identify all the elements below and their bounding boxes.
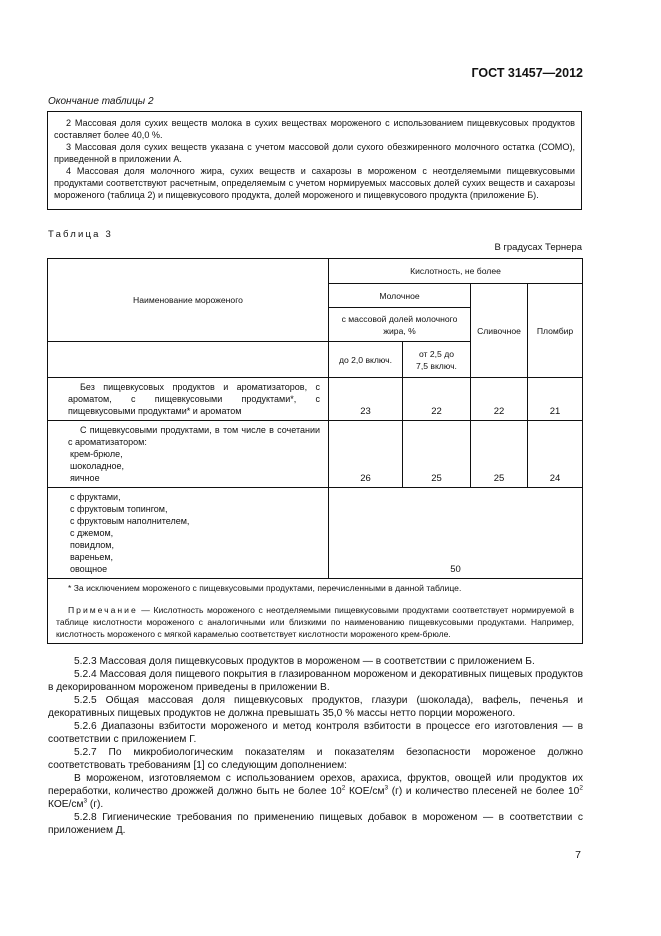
note-label: Примечание: [68, 605, 138, 615]
cell-value: 25: [471, 421, 528, 488]
header-creamy: Сливочное: [471, 284, 528, 378]
footnote-gap: [56, 594, 574, 604]
table-footnote: * За исключением мороженого с пищевкусовыми продуктами, перечисленными в данной таблице.: [68, 583, 462, 593]
row3-line: повидлом,: [70, 540, 114, 550]
row3-line: с джемом,: [70, 528, 114, 538]
paragraph-5-2-3: 5.2.3 Массовая доля пищевкусовых продуктов в мороженом — в соответствии с приложением Б.: [74, 656, 535, 667]
row2-line: шоколадное,: [70, 461, 125, 471]
cell-value: 22: [403, 378, 471, 421]
exponent: 2: [579, 784, 583, 792]
header-up-to-2: до 2,0 включ.: [329, 342, 403, 378]
table-row-name: [48, 421, 329, 488]
paragraph-5-2-7: 5.2.7 По микробиологическим показателям и показателям безопасности мороженое должно соответствовать требованиям [1] со следующим дополнением:: [48, 747, 583, 771]
exponent: 3: [384, 784, 389, 792]
header-acidity: Кислотность, не более: [329, 259, 583, 284]
header-name-spacer: [48, 342, 329, 378]
header-from-2-5: от 2,5 до 7,5 включ.: [403, 342, 471, 378]
table3-units: В градусах Тернера: [494, 242, 582, 253]
row3-line: овощное: [70, 564, 108, 574]
paragraph-5-2-4: 5.2.4 Массовая доля пищевого покрытия в глазированном мороженом и декоративных пищевых продуктов в декорированном мороженом приведены в приложении В.: [48, 669, 583, 693]
paragraph-5-2-6: 5.2.6 Диапазоны взбитости мороженого и метод контроля взбитости в процессе его изготовления — в соответствии с приложением Г.: [48, 721, 583, 745]
acidity-table: [47, 258, 583, 644]
table-row-name: [48, 488, 329, 579]
row2-line: крем-брюле,: [70, 449, 123, 459]
cell-value: 24: [528, 421, 583, 488]
row3-line: вареньем,: [70, 552, 114, 562]
row2-line: яичное: [70, 473, 100, 483]
micro-text: КОЕ/см: [48, 799, 84, 810]
cell-value: 26: [329, 421, 403, 488]
table2-notes-box: [47, 111, 582, 210]
table2-note-3: 3 Массовая доля сухих веществ указана с учетом массовой доли сухого обезжиренного молочного остатка (СОМО), приведенной в приложении А.: [54, 142, 575, 164]
exponent: 3: [83, 797, 88, 805]
cell-value: 25: [403, 421, 471, 488]
merged-cell-value: 50: [329, 488, 583, 579]
cell-value: 22: [471, 378, 528, 421]
header-plombir: Пломбир: [528, 284, 583, 378]
row2-line: С пищевкусовыми продуктами, в том числе в сочетании с ароматизатором:: [68, 425, 320, 447]
micro-text: (г).: [87, 799, 104, 810]
cell-value: 21: [528, 378, 583, 421]
table-note: [56, 604, 574, 640]
header-milk: Молочное: [329, 284, 471, 308]
header-name-column: Наименование мороженого: [48, 259, 329, 342]
paragraph-microbiology: [48, 772, 583, 811]
table2-continuation-caption: Окончание таблицы 2: [48, 96, 154, 107]
row3-line: с фруктами,: [70, 492, 121, 502]
body-text: [48, 655, 583, 837]
page-number: 7: [575, 849, 581, 861]
exponent: 2: [341, 784, 346, 792]
paragraph-5-2-8: 5.2.8 Гигиенические требования по применению пищевых добавок в мороженом — в соответствии с приложением Д.: [48, 812, 583, 836]
micro-text: (г) и количество плесеней не более 10: [388, 786, 580, 797]
table3-label: Таблица 3: [48, 229, 113, 240]
note-text: — Кислотность мороженого с неотделяемыми пищевкусовыми продуктами соответствует нормируемой в таблице кислотности мороженого с аналогичными или близкими по наименованию пищевкусовыми продуктами. Например, кислотность мороженого с мягкой карамелью соответствует кислотности мороженого крем-брюле.: [56, 605, 575, 639]
cell-value: 23: [329, 378, 403, 421]
table-row-name: [48, 378, 329, 421]
standard-designation: ГОСТ 31457—2012: [471, 66, 583, 80]
micro-text: В мороженом, изготовляемом с использованием орехов, арахиса, фруктов, овощей или продуктов их переработки, количество дрожжей должно быть не более 10: [48, 773, 583, 797]
micro-text: КОЕ/см: [345, 786, 385, 797]
table2-note-4: 4 Массовая доля молочного жира, сухих веществ и сахарозы в мороженом с неотделяемыми пищевкусовыми продуктами соответствуют расчетным, определяемым с учетом нормируемых массовых долей сухих веществ и сахарозы мороженого (таблица 2) и пищевкусового продукта, долей мороженого и пищевкусового продукта (приложение Б).: [54, 166, 575, 200]
row1-text: Без пищевкусовых продуктов и ароматизаторов, с ароматом, с пищевкусовыми продуктами*, с пищевкусовыми продуктами* и ароматом: [68, 382, 320, 416]
table2-note-2: 2 Массовая доля сухих веществ молока в сухих веществах мороженого с использованием пищевкусовых продуктов составляет более 40,0 %.: [54, 118, 575, 140]
header-milk-fat: с массовой долей молочного жира, %: [329, 308, 471, 342]
table-footnote-row: [48, 579, 583, 644]
paragraph-5-2-5: 5.2.5 Общая массовая доля пищевкусовых продуктов, глазури (шоколада), вафель, печенья и декоративных пищевых продуктов не должна превышать 35,0 % массы нетто порции мороженого.: [48, 695, 583, 719]
row3-line: с фруктовым наполнителем,: [70, 516, 190, 526]
row3-line: с фруктовым топингом,: [70, 504, 168, 514]
